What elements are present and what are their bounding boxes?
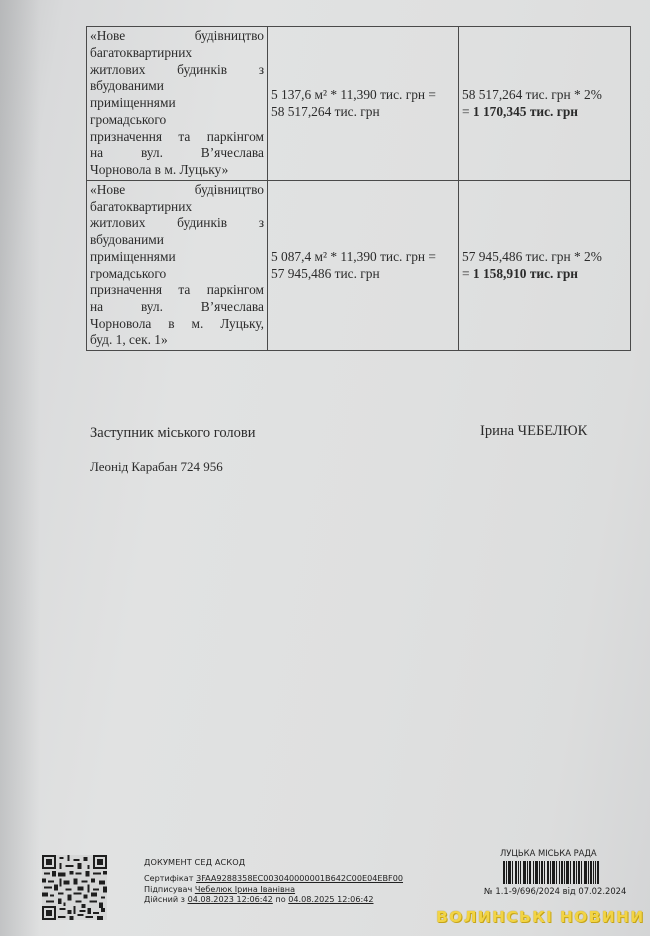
calculation-table — [86, 26, 631, 351]
cost-calculation-cell — [268, 181, 459, 351]
object-line: приміщеннями — [90, 248, 176, 264]
contribution-result-line — [462, 104, 627, 121]
certificate-value: 3FAA9288358EC003040000001B642C00E04EBF00 — [196, 873, 404, 883]
object-line: вбудованими — [90, 232, 164, 248]
object-line: «Нове будівництво — [90, 182, 264, 197]
table-row — [87, 181, 631, 351]
calculation-total: 57 945,486 тис. грн — [271, 265, 380, 281]
equals-sign: = — [462, 103, 473, 119]
stamp-heading: ДОКУМЕНТ СЕД АСКОД — [144, 857, 246, 867]
signer-value: Чебелюк Ірина Іванівна — [194, 883, 296, 894]
paper-shadow — [0, 0, 40, 936]
object-line: буд. 1, сек. 1» — [90, 332, 168, 348]
object-line: Чорновола в м. Луцьку, — [90, 315, 264, 331]
certificate-row — [144, 873, 403, 884]
contribution-result: 1 158,910 тис. грн — [472, 265, 578, 281]
certificate-label: Сертифікат — [144, 873, 194, 883]
object-name-cell — [87, 27, 268, 181]
organization-name: ЛУЦЬКА МІСЬКА РАДА — [500, 848, 597, 858]
validity-row — [144, 894, 403, 905]
e-signature-stamp — [144, 857, 403, 905]
registration-stamp — [500, 848, 597, 858]
object-line: громадського — [90, 265, 167, 281]
calculation-total: 58 517,264 тис. грн — [271, 103, 380, 119]
contribution-formula: 58 517,264 тис. грн * 2% — [462, 86, 602, 102]
signatory-position: Заступник міського голови — [90, 425, 256, 441]
contribution-cell — [459, 27, 631, 181]
object-line: приміщеннями — [90, 95, 176, 111]
calculation-formula: 5 087,4 м² * 11,390 тис. грн = — [271, 248, 436, 264]
executor-contact: Леонід Карабан 724 956 — [90, 459, 223, 474]
object-name-cell — [87, 181, 268, 351]
valid-from-value: 04.08.2023 12:06:42 — [187, 894, 273, 905]
valid-to-value: 04.08.2025 12:06:42 — [288, 894, 374, 905]
equals-sign: = — [462, 265, 473, 281]
registration-number: № 1.1-9/696/2024 від 07.02.2024 — [484, 886, 627, 896]
valid-from-label: Дійсний з — [144, 894, 185, 905]
object-line: вбудованими — [90, 78, 164, 94]
object-line: на вул. В’ячеслава — [90, 145, 264, 161]
object-line: «Нове будівництво — [90, 28, 264, 44]
contribution-result-line — [462, 266, 627, 283]
valid-to-label: по — [275, 894, 286, 905]
object-line: призначення та паркінгом — [90, 128, 264, 144]
publisher-watermark: ВОЛИНСЬКІ НОВИНИ — [436, 908, 645, 926]
object-line: житлових будинків з — [90, 215, 264, 231]
object-line: Чорновола в м. Луцьку» — [90, 161, 229, 177]
object-line: житлових будинків з — [90, 61, 264, 77]
barcode-icon — [503, 861, 599, 884]
signer-label: Підписувач — [144, 883, 193, 894]
object-line: на вул. В’ячеслава — [90, 298, 264, 314]
signatory-name: Ірина ЧЕБЕЛЮК — [480, 423, 588, 439]
contribution-formula: 57 945,486 тис. грн * 2% — [462, 248, 602, 264]
object-line: призначення та паркінгом — [90, 282, 264, 298]
object-line: громадського — [90, 111, 167, 127]
table-row — [87, 27, 631, 181]
qr-code-icon — [42, 855, 107, 920]
object-line: багатоквартирних — [90, 45, 193, 61]
calculation-formula: 5 137,6 м² * 11,390 тис. грн = — [271, 86, 436, 102]
contribution-result: 1 170,345 тис. грн — [472, 103, 578, 119]
cost-calculation-cell — [268, 27, 459, 181]
object-line: багатоквартирних — [90, 198, 193, 214]
contribution-cell — [459, 181, 631, 351]
signer-row — [144, 884, 403, 895]
